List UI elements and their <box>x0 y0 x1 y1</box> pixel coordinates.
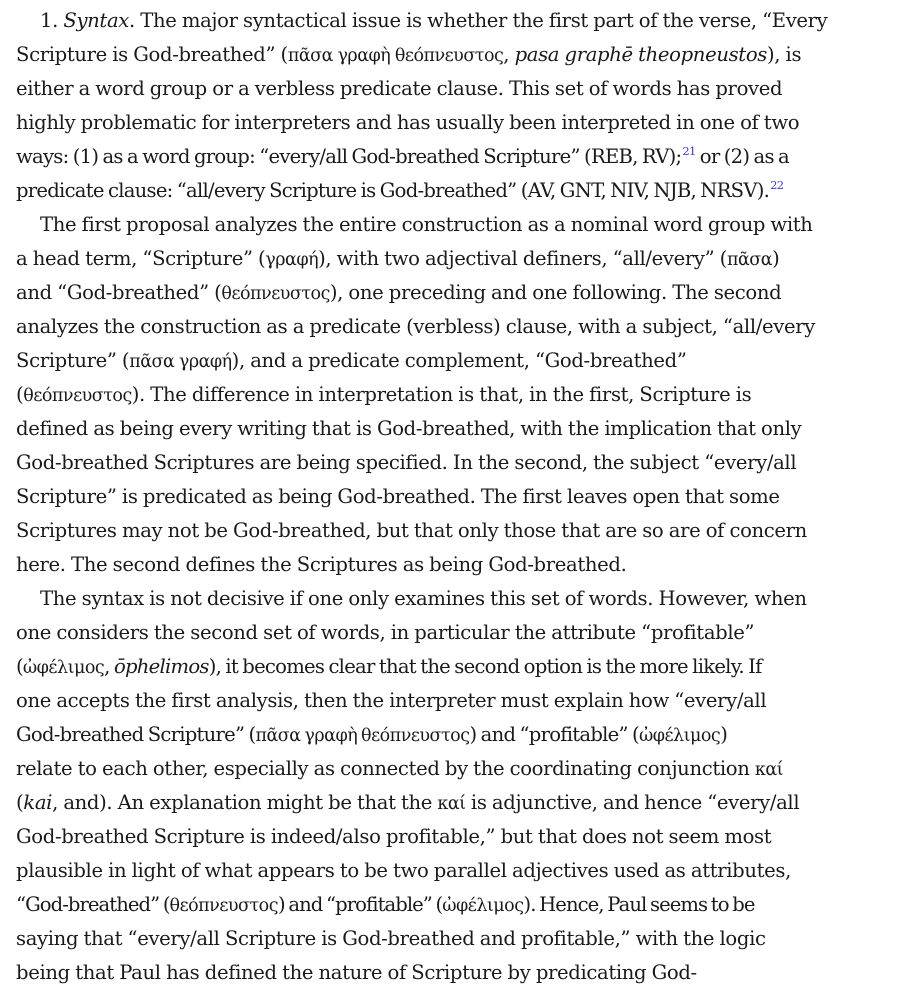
footnote-reference-link[interactable]: 21 <box>682 144 696 158</box>
body-text: ( <box>16 655 23 678</box>
text-line <box>16 446 906 480</box>
text-line <box>16 174 906 208</box>
body-text: either a word group or a verbless predicate clause. This set of words has proved <box>16 77 783 100</box>
text-line <box>16 548 906 582</box>
body-text: ) <box>720 723 728 746</box>
text-line <box>16 888 906 922</box>
body-text: ( <box>16 791 24 814</box>
text-line <box>16 412 906 446</box>
body-text: here. The second defines the Scriptures as being God-breathed. <box>16 553 627 576</box>
body-text: ). Hence, Paul seems to be <box>523 893 755 916</box>
text-line <box>16 752 906 786</box>
document-page <box>16 4 906 990</box>
text-line <box>16 820 906 854</box>
body-text: God-breathed Scriptures are being specified. In the second, the subject “every/all <box>16 451 797 474</box>
body-text: ), and a predicate complement, “God-breathed” <box>231 349 687 372</box>
body-text: , <box>104 655 114 678</box>
body-text: ), with two adjectival definers, “all/every” ( <box>318 247 727 270</box>
text-line <box>16 616 906 650</box>
body-text: God-breathed Scripture is indeed/also profitable,” but that does not seem most <box>16 825 772 848</box>
paragraph-first-line <box>16 582 906 616</box>
body-text: and “God-breathed” ( <box>16 281 222 304</box>
body-text: one accepts the first analysis, then the interpreter must explain how “every/all <box>16 689 767 712</box>
text-line <box>16 514 906 548</box>
body-text: The first proposal analyzes the entire construction as a nominal word group with <box>40 213 813 236</box>
paragraph-first-line <box>16 208 906 242</box>
text-line <box>16 38 906 72</box>
text-line <box>16 718 906 752</box>
text-line <box>16 854 906 888</box>
body-text: ) and “profitable” ( <box>278 893 443 916</box>
body-text: The syntax is not decisive if one only examines this set of words. However, when <box>40 587 807 610</box>
greek-text: θεόπνευστος <box>221 284 330 304</box>
text-line <box>16 922 906 956</box>
body-text: ) <box>772 247 780 270</box>
text-line <box>16 684 906 718</box>
greek-text: θεόπνευστος <box>23 386 132 406</box>
italic-text: kai <box>23 791 53 814</box>
body-text: relate to each other, especially as connected by the coordinating conjunction <box>16 757 755 780</box>
body-text: . The major syntactical issue is whether the first part of the verse, “Every <box>129 9 828 32</box>
body-text: a head term, “Scripture” ( <box>16 247 266 270</box>
greek-text: καί <box>754 760 784 780</box>
body-text: ). The difference in interpretation is that, in the first, Scripture is <box>131 383 752 406</box>
body-text: is adjunctive, and hence “every/all <box>465 791 800 814</box>
body-text: highly problematic for interpreters and has usually been interpreted in one of two <box>16 111 800 134</box>
body-text: , and). An explanation might be that the <box>52 791 438 814</box>
text-line <box>16 242 906 276</box>
footnote-reference-link[interactable]: 22 <box>770 178 784 192</box>
greek-text: ὠφέλιμος <box>638 726 721 746</box>
text-line <box>16 106 906 140</box>
text-line <box>16 344 906 378</box>
italic-text: Syntax <box>63 9 129 32</box>
body-text: saying that “every/all Scripture is God-breathed and profitable,” with the logic <box>16 927 766 950</box>
body-text: God-breathed Scripture” ( <box>16 723 256 746</box>
body-text: ), one preceding and one following. The second <box>329 281 782 304</box>
text-line <box>16 956 906 990</box>
body-text: plausible in light of what appears to be two parallel adjectives used as attributes, <box>16 859 791 882</box>
body-text: ), it becomes clear that the second option is the more likely. If <box>208 655 762 678</box>
body-text: Scripture is God-breathed” ( <box>16 43 288 66</box>
greek-text: πᾶσα γραφὴ θεόπνευστος <box>255 726 470 746</box>
greek-text: πᾶσα γραφή <box>129 352 232 372</box>
greek-text: θεόπνευστος <box>169 896 278 916</box>
body-text: or (2) as a <box>695 145 789 168</box>
italic-text: ōphelimos <box>113 655 209 678</box>
text-line <box>16 650 906 684</box>
body-text: one considers the second set of words, in particular the attribute “profitable” <box>16 621 755 644</box>
greek-text: πᾶσα γραφὴ θεόπνευστος <box>287 46 504 66</box>
text-line <box>16 310 906 344</box>
body-text: predicate clause: “all/every Scripture is God-breathed” (AV, GNT, NIV, NJB, NRSV). <box>16 179 770 202</box>
text-line <box>16 72 906 106</box>
body-text: Scripture” is predicated as being God-breathed. The first leaves open that some <box>16 485 780 508</box>
text-line <box>16 276 906 310</box>
paragraph-first-line <box>16 4 906 38</box>
body-text: defined as being every writing that is God-breathed, with the implication that only <box>16 417 802 440</box>
body-text: ) and “profitable” ( <box>469 723 639 746</box>
document-body <box>16 4 906 990</box>
greek-text: γραφή <box>265 250 319 270</box>
greek-text: ὠφέλιμος <box>22 658 105 678</box>
body-text: “God-breathed” ( <box>16 893 170 916</box>
text-line <box>16 140 906 174</box>
greek-text: πᾶσα <box>726 250 773 270</box>
body-text: ( <box>16 383 24 406</box>
body-text: ), is <box>766 43 802 66</box>
greek-text: καί <box>437 794 466 814</box>
body-text: ways: (1) as a word group: “every/all God-breathed Scripture” (REB, RV); <box>16 145 682 168</box>
body-text: Scriptures may not be God-breathed, but that only those that are so are of concern <box>16 519 807 542</box>
body-text: Scripture” ( <box>16 349 130 372</box>
text-line <box>16 378 906 412</box>
body-text: analyzes the construction as a predicate (verbless) clause, with a subject, “all/every <box>16 315 815 338</box>
text-line <box>16 786 906 820</box>
greek-text: ὠφέλιμος <box>442 896 524 916</box>
italic-text: pasa graphē theopneustos <box>514 43 767 66</box>
body-text: , <box>503 43 515 66</box>
body-text: 1. <box>40 9 64 32</box>
text-line <box>16 480 906 514</box>
body-text: being that Paul has defined the nature of Scripture by predicating God- <box>16 961 697 984</box>
